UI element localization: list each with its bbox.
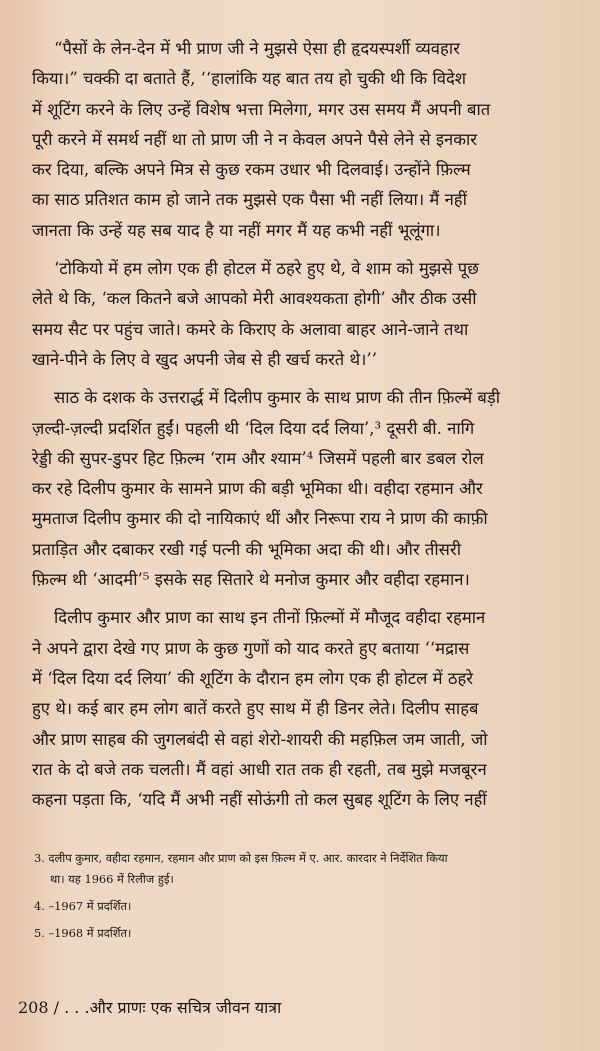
text-line: किया।” चक्की दा बताते हैं, ‘‘हालांकि यह बात तय हो चुकी थी कि विदेश bbox=[32, 69, 467, 89]
text-line: में शूटिंग करने के लिए उन्हें विशेष भत्ता मिलेगा, मगर उस समय मैं अपनी बात bbox=[32, 99, 491, 119]
page-number: 208 bbox=[18, 998, 49, 1017]
footnote-line: था। यह 1966 में रिलीज हुई। bbox=[50, 872, 174, 886]
body-text bbox=[32, 34, 570, 823]
footnotes bbox=[34, 848, 568, 950]
text-line: लेते थे कि, ‘कल कितने बजे आपको मेरी आवश्यकता होगी’ और ठीक उसी bbox=[32, 289, 477, 309]
footnote-line: 3. दलीप कुमार, वहीदा रहमान, रहमान और प्राण को इस फ़िल्म में ए. आर. कारदार ने निर्देशित किया bbox=[34, 851, 448, 865]
text-line: दिलीप कुमार और प्राण का साथ इन तीनों फ़िल्मों में मौजूद वहीदा रहमान bbox=[54, 608, 486, 628]
footnote-3 bbox=[34, 848, 568, 890]
text-line: प्रताड़ित और दबाकर रखी गई पत्नी की भूमिका अदा की थी। और तीसरी bbox=[32, 539, 461, 559]
text-line: मुमताज दिलीप कुमार की दो नायिकाएं थीं और निरूपा राय ने प्राण की काफ़ी bbox=[32, 509, 488, 529]
paragraph-4 bbox=[32, 603, 570, 815]
paragraph-1 bbox=[32, 34, 570, 246]
text-line: में ‘दिल दिया दर्द लिया’ की शूटिंग के दौरान हम लोग एक ही होटल में ठहरे bbox=[32, 668, 474, 688]
text-line: साठ के दशक के उत्तरार्द्ध में दिलीप कुमार के साथ प्राण की तीन फ़िल्में बड़ी bbox=[54, 388, 501, 408]
text-line: कहना पड़ता कि, ‘यदि मैं अभी नहीं सोऊंगी तो कल सुबह शूटिंग के लिए नहीं bbox=[32, 790, 487, 810]
paragraph-3 bbox=[32, 383, 570, 595]
text-line: और प्राण साहब की जुगलबंदी से वहां शेरो-शायरी की महफ़िल जम जाती, जो bbox=[32, 729, 488, 749]
text-line: पूरी करने में समर्थ नहीं था तो प्राण जी ने न केवल अपने पैसे लेने से इनकार bbox=[32, 129, 478, 149]
text-line: फ़िल्म थी ‘आदमी’⁵ इसके सह सितारे थे मनोज कुमार और वहीदा रहमान। bbox=[32, 570, 470, 590]
footnote-line: 4. –1967 में प्रदर्शित। bbox=[34, 899, 132, 913]
footnote-4 bbox=[34, 896, 568, 917]
running-title: / . . .और प्राणः एक सचित्र जीवन यात्रा bbox=[53, 998, 282, 1017]
footnote-5 bbox=[34, 923, 568, 944]
text-line: जानता कि उन्हें यह सब याद है या नहीं मगर मैं यह कभी नहीं भूलूंगा। bbox=[32, 220, 441, 240]
page-footer bbox=[18, 997, 558, 1019]
paragraph-2 bbox=[32, 254, 570, 375]
text-line: का साठ प्रतिशत काम हो जाने तक मुझसे एक पैसा भी नहीं लिया। मैं नहीं bbox=[32, 190, 467, 210]
text-line: रेड्डी की सुपर-डुपर हिट फ़िल्म ‘राम और श्याम’⁴ जिसमें पहली बार डबल रोल bbox=[32, 448, 484, 468]
text-line: कर दिया, बल्कि अपने मित्र से कुछ रकम उधार भी दिलवाई। उन्होंने फ़िल्म bbox=[32, 160, 471, 180]
text-line: ‘टोकियो में हम लोग एक ही होटल में ठहरे हुए थे, वे शाम को मुझसे पूछ bbox=[54, 259, 479, 279]
footnote-line: 5. –1968 में प्रदर्शित। bbox=[34, 926, 132, 940]
text-line: हुए थे। कई बार हम लोग बातें करते हुए साथ में ही डिनर लेते। दिलीप साहब bbox=[32, 699, 479, 719]
text-line: कर रहे दिलीप कुमार के सामने प्राण की बड़ी भूमिका थी। वहीदा रहमान और bbox=[32, 479, 483, 499]
text-line: ज़ल्दी-ज़ल्दी प्रदर्शित हुईं। पहली थी ‘दिल दिया दर्द लिया’,³ दूसरी बी. नागि bbox=[32, 418, 475, 438]
text-line: ने अपने द्वारा देखे गए प्राण के कुछ गुणों को याद करते हुए बताया ‘‘मद्रास bbox=[32, 638, 470, 658]
text-line: समय सैट पर पहुंच जाते। कमरे के किराए के अलावा बाहर आने-जाने तथा bbox=[32, 319, 469, 339]
text-line: “पैसों के लेन-देन में भी प्राण जी ने मुझसे ऐसा ही हृदयस्पर्शी व्यवहार bbox=[54, 39, 460, 58]
text-line: रात के दो बजे तक चलती। मैं वहां आधी रात तक ही रहती, तब मुझे मजबूरन bbox=[32, 759, 487, 779]
text-line: खाने-पीने के लिए वे खुद अपनी जेब से ही खर्च करते थे।’’ bbox=[32, 349, 377, 369]
